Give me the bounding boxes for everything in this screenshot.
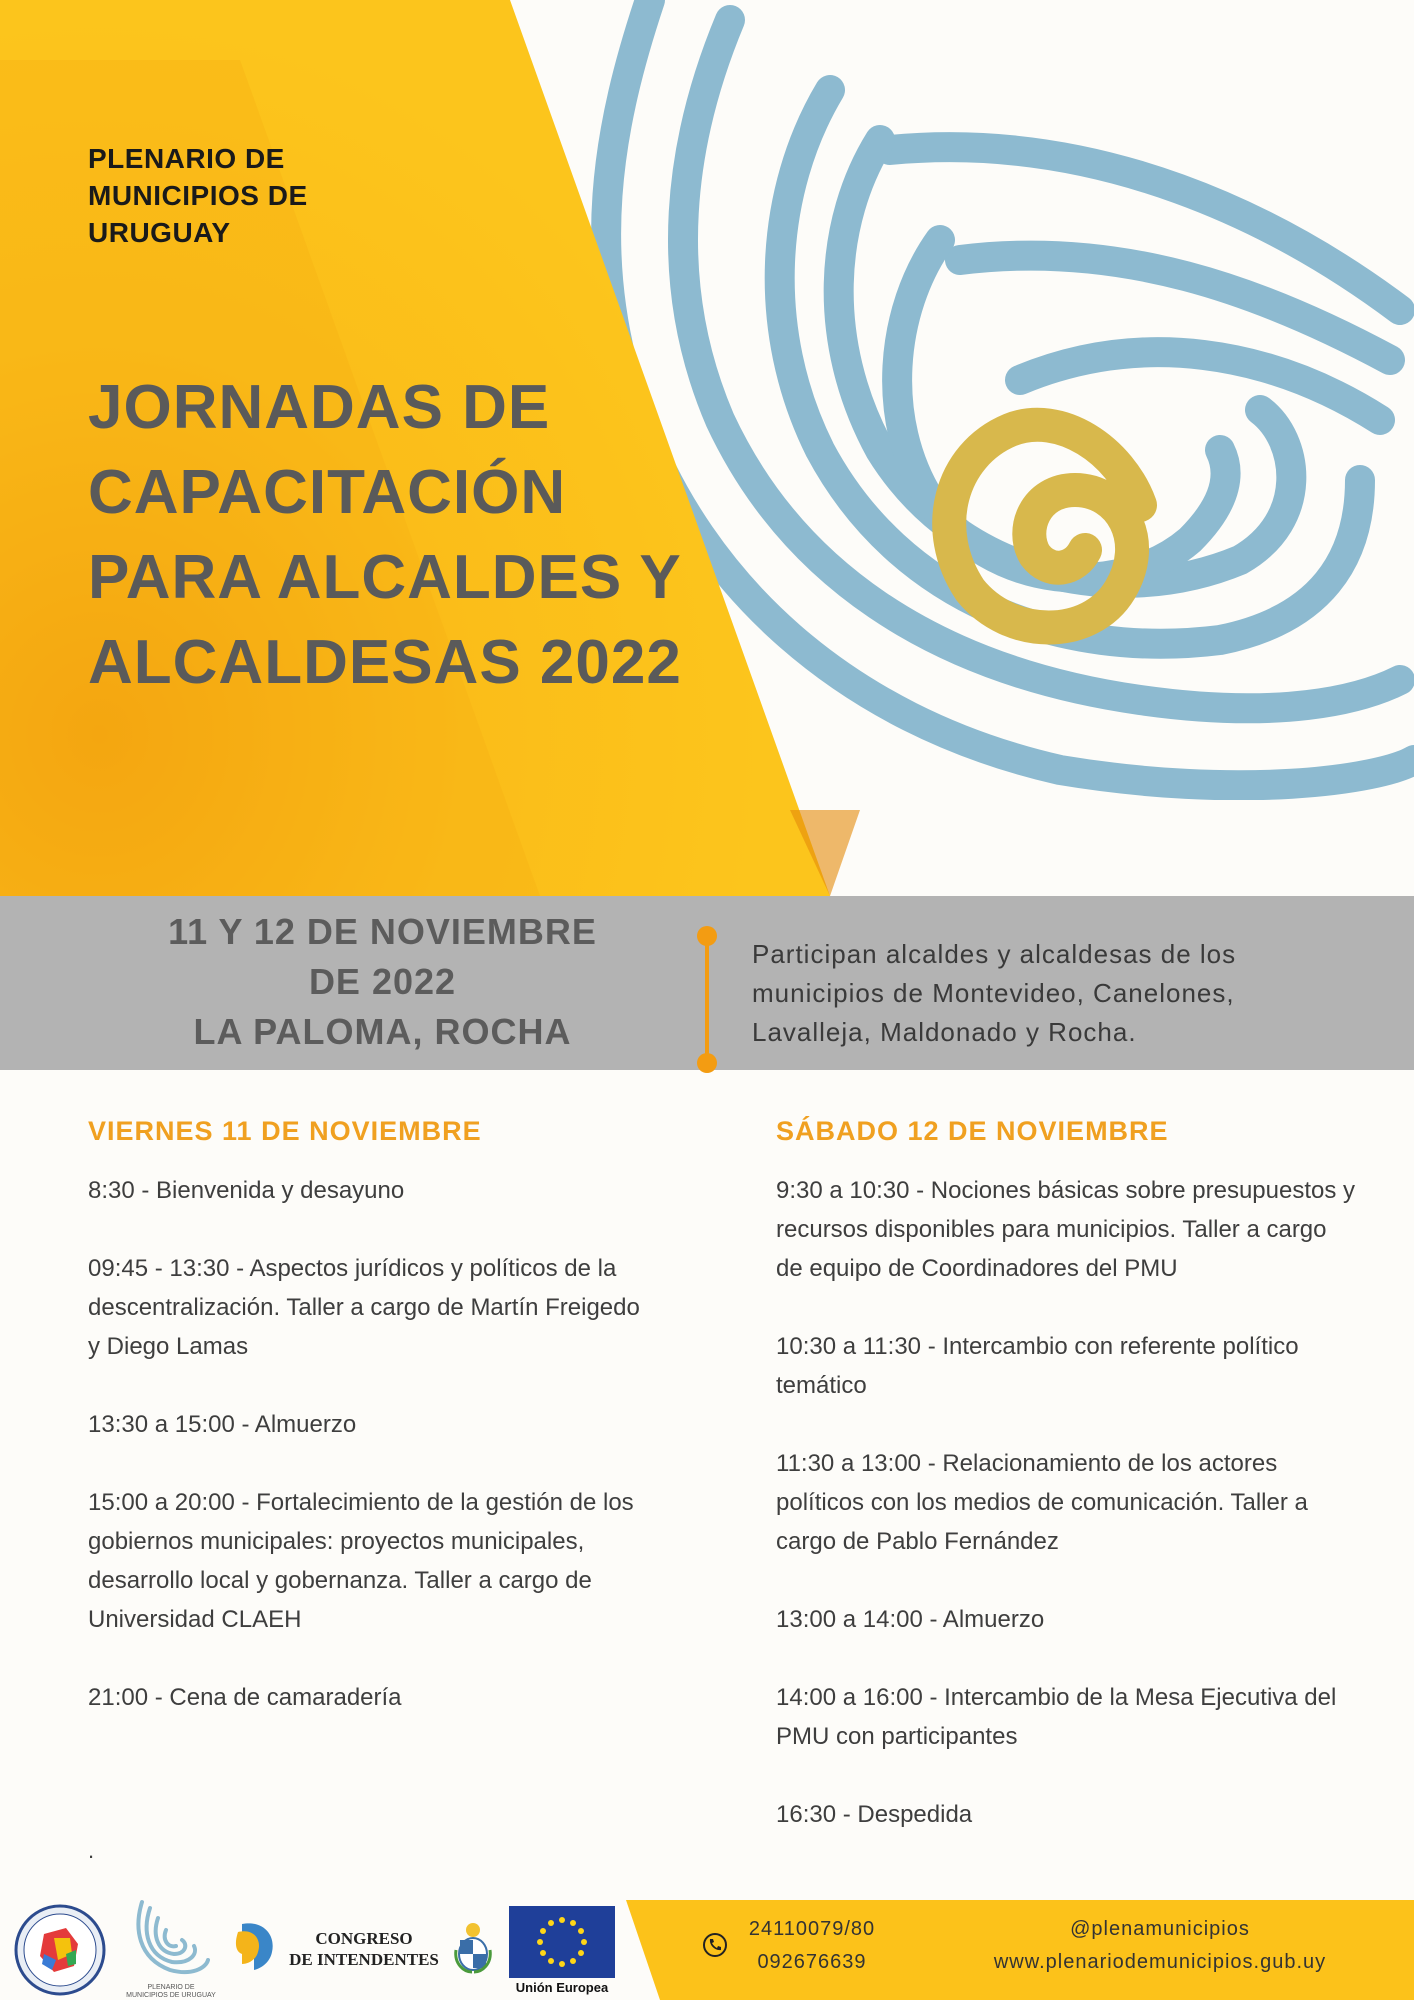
contact-web — [940, 1913, 1380, 1979]
event-date-line2: DE 2022 — [308, 961, 457, 1002]
schedule-item: 21:00 - Cena de camaradería — [88, 1684, 402, 1711]
pmu-spiral-logo — [130, 1898, 210, 1980]
event-location: LA PALOMA, ROCHA — [193, 1011, 572, 1052]
schedule-item: 13:00 a 14:00 - Almuerzo — [776, 1606, 1045, 1633]
day2-schedule — [776, 1171, 1356, 1873]
uruguay-coat-of-arms-icon — [452, 1920, 494, 1974]
congreso-logo-text — [284, 1928, 444, 1970]
phone-2[interactable]: 092676639 — [757, 1951, 867, 1973]
schedule-item: 15:00 a 20:00 - Fortalecimiento de la gestión de los gobiernos municipales: proyectos municipales, desarrollo local y gobernanza. Taller a cargo de Universidad CLAEH — [88, 1489, 634, 1633]
schedule-item: 9:30 a 10:30 - Nociones básicas sobre presupuestos y recursos disponibles para municipios. Taller a cargo de equipo de Coordinadores del PMU — [776, 1177, 1356, 1282]
eu-flag-icon — [509, 1906, 615, 1978]
timeline-divider — [705, 935, 709, 1063]
congreso-logo-icon — [232, 1918, 280, 1974]
website-link[interactable]: www.plenariodemunicipios.gub.uy — [993, 1951, 1327, 1973]
schedule-item: 09:45 - 13:30 - Aspectos jurídicos y políticos de la descentralización. Taller a cargo de Martín Freigedo y Diego Lamas — [88, 1255, 640, 1360]
phone-numbers — [732, 1913, 892, 1979]
social-handle[interactable]: @plenamunicipios — [1070, 1918, 1250, 1940]
organization-name: PLENARIO DE MUNICIPIOS DE URUGUAY — [88, 143, 308, 248]
pmu-round-logo — [14, 1904, 106, 1996]
day2-heading: SÁBADO 12 DE NOVIEMBRE — [776, 1116, 1169, 1146]
event-date-location — [100, 907, 665, 1057]
congreso-line2: DE INTENDENTES — [289, 1950, 439, 1969]
page-title: JORNADAS DE CAPACITACIÓN PARA ALCALDES Y ALCALDESAS 2022 — [88, 373, 682, 697]
day1-heading: VIERNES 11 DE NOVIEMBRE — [88, 1116, 482, 1146]
day1-schedule — [88, 1171, 658, 1756]
schedule-item: 8:30 - Bienvenida y desayuno — [88, 1177, 405, 1204]
schedule-item: 13:30 a 15:00 - Almuerzo — [88, 1411, 357, 1438]
phone-icon — [702, 1932, 728, 1958]
timeline-dot-top — [697, 926, 717, 946]
participants-text: Participan alcaldes y alcaldesas de los municipios de Montevideo, Canelones, Lavalleja, Maldonado y Rocha. — [752, 939, 1237, 1047]
congreso-line1: CONGRESO — [315, 1929, 413, 1948]
schedule-item: 11:30 a 13:00 - Relacionamiento de los actores políticos con los medios de comunicación. Taller a cargo de Pablo Fernández — [776, 1450, 1308, 1555]
phone-1[interactable]: 24110079/80 — [748, 1918, 876, 1940]
eu-caption: Unión Europea — [515, 1980, 609, 1995]
schedule-item: 10:30 a 11:30 - Intercambio con referente político temático — [776, 1333, 1299, 1399]
schedule-item: 14:00 a 16:00 - Intercambio de la Mesa Ejecutiva del PMU con participantes — [776, 1684, 1337, 1750]
pmu-logo-caption: PLENARIO DE MUNICIPIOS DE URUGUAY — [126, 1984, 216, 1999]
timeline-dot-bottom — [697, 1053, 717, 1073]
trailing-dot: . — [88, 1838, 95, 1863]
schedule-item: 16:30 - Despedida — [776, 1801, 973, 1828]
event-date-line1: 11 Y 12 DE NOVIEMBRE — [168, 911, 597, 952]
